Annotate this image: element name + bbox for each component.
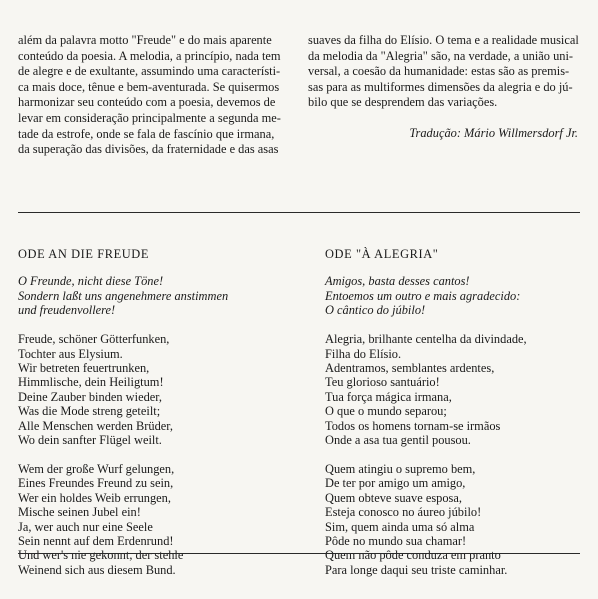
verse-line: O que o mundo separou;: [325, 404, 447, 419]
verse-line: De ter por amigo um amigo,: [325, 476, 466, 491]
verse-line: Quem obteve suave esposa,: [325, 490, 462, 505]
verse-line: Tua força mágica irmana,: [325, 389, 452, 404]
poem-stanza: [325, 274, 585, 317]
poem-title: ODE "À ALEGRIA": [325, 247, 439, 261]
poem-title: ODE AN DIE FREUDE: [18, 247, 150, 261]
verse-line: Para longe daqui seu triste caminhar.: [325, 562, 508, 577]
verse-line: Und wer's nie gekonnt, der stehle: [18, 548, 184, 563]
verse-line: Himmlische, dein Heiligtum!: [18, 375, 164, 390]
verse-line: Todos os homens tornam-se irmãos: [325, 418, 501, 433]
verse-line: Alle Menschen werden Brüder,: [18, 418, 174, 433]
verse-line: Wem der große Wurf gelungen,: [18, 461, 175, 476]
divider-bottom: [18, 553, 580, 554]
verse-line: Tochter aus Elysium.: [18, 346, 123, 361]
verse-line: Deine Zauber binden wieder,: [18, 389, 162, 404]
prose-left-column: [18, 33, 288, 158]
prose-line: conteúdo da poesia. A melodia, a princípio, nada tem: [18, 48, 281, 63]
prose-line: versal, a coesão da humanidade: estas são as premis-: [308, 64, 570, 79]
verse-line: Alegria, brilhante centelha da divindade,: [325, 332, 527, 347]
translation-credit: Tradução: Mário Willmersdorf Jr.: [409, 125, 578, 140]
verse-line: Quem atingiu o supremo bem,: [325, 461, 476, 476]
verse-line: Entoemos um outro e mais agradecido:: [325, 288, 521, 303]
prose-line: além da palavra motto "Freude" e do mais aparente: [18, 33, 272, 47]
verse-line: Sondern laßt uns angenehmere anstimmen: [18, 288, 229, 303]
prose-line: ca mais doce, tênue e bem-aventurada. Se quisermos: [18, 79, 280, 94]
verse-line: Weinend sich aus diesem Bund.: [18, 562, 176, 577]
prose-line: da melodia da "Alegria" são, na verdade, a união uni-: [308, 48, 574, 63]
verse-line: O cântico do júbilo!: [325, 303, 426, 318]
verse-line: Quem não pôde conduza em pranto: [325, 548, 501, 563]
divider-top: [18, 212, 580, 213]
verse-line: Wir betreten feuertrunken,: [18, 360, 150, 375]
prose-line: tade da estrofe, onde se fala de fascínio que irmana,: [18, 126, 275, 141]
verse-line: Pôde no mundo sua chamar!: [325, 533, 467, 548]
prose-line: harmonizar seu conteúdo com a poesia, devemos de: [18, 95, 276, 110]
poem-stanza: [18, 274, 298, 317]
verse-line: Sim, quem ainda uma só alma: [325, 519, 475, 534]
verse-line: Filha do Elísio.: [325, 346, 402, 361]
verse-line: Ja, wer auch nur eine Seele: [18, 519, 153, 534]
poem-german: [18, 247, 298, 592]
poem-stanza: [18, 332, 298, 447]
verse-line: Wer ein holdes Weib errungen,: [18, 490, 171, 505]
verse-line: Adentramos, semblantes ardentes,: [325, 360, 495, 375]
verse-line: Wo dein sanfter Flügel weilt.: [18, 432, 162, 447]
verse-line: O Freunde, nicht diese Töne!: [18, 274, 164, 289]
poem-stanza: [325, 332, 585, 447]
prose-line: sas para as multiformes dimensões da alegria e do jú-: [308, 79, 573, 94]
poem-portuguese: [325, 247, 585, 592]
prose-line: suaves da filha do Elísio. O tema e a realidade musical: [308, 33, 579, 47]
verse-line: Was die Mode streng geteilt;: [18, 404, 161, 419]
verse-line: Freude, schöner Götterfunken,: [18, 332, 170, 347]
verse-line: Sein nennt auf dem Erdenrund!: [18, 533, 174, 548]
verse-line: Teu glorioso santuário!: [325, 375, 440, 390]
prose-right-column: [308, 33, 578, 142]
prose-line: de alegre e de exultante, assumindo uma característi-: [18, 64, 281, 79]
poem-stanza: [325, 462, 585, 577]
verse-line: und freudenvollere!: [18, 303, 116, 318]
prose-line: bilo que se desprendem das variações.: [308, 95, 498, 110]
verse-line: Amigos, basta desses cantos!: [325, 274, 470, 289]
verse-line: Mische seinen Jubel ein!: [18, 505, 141, 520]
prose-line: levar em consideração principalmente a segunda me-: [18, 110, 281, 125]
poem-stanza: [18, 462, 298, 577]
prose-line: da superação das divisões, da fraternidade e das asas: [18, 142, 279, 157]
verse-line: Esteja conosco no áureo júbilo!: [325, 505, 482, 520]
verse-line: Eines Freundes Freund zu sein,: [18, 476, 174, 491]
verse-line: Onde a asa tua gentil pousou.: [325, 432, 471, 447]
